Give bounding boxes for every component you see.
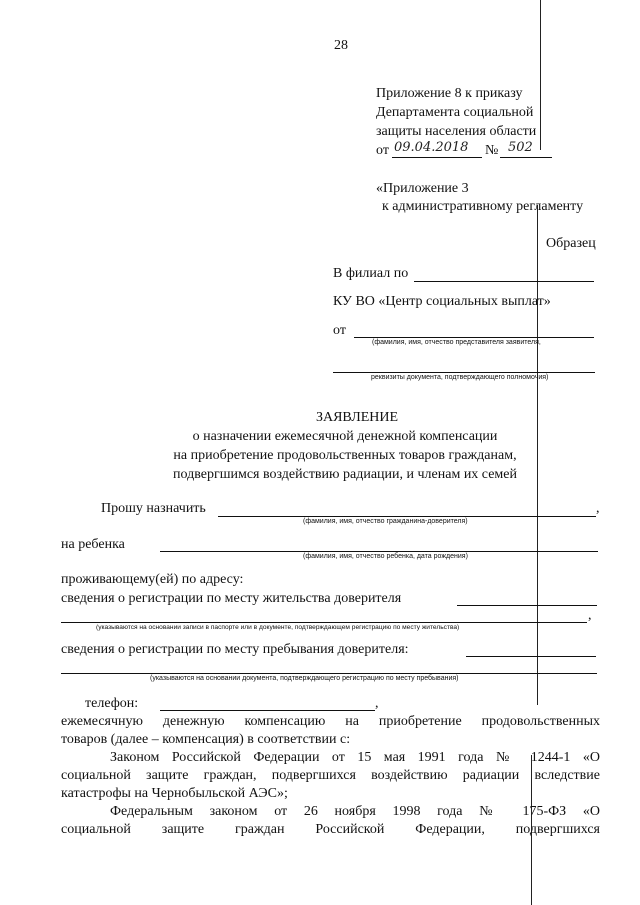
order-number-line [500,157,552,158]
page-number: 28 [334,38,348,53]
residence-registration-field [457,605,597,606]
phone-field [160,710,375,711]
law2-line-1: Федеральным законом от 26 ноября 1998 года № 175-ФЗ «О [110,804,600,819]
to-branch-label: В филиал по [333,266,409,281]
representative-field [354,337,594,338]
stay-registration-field [466,656,596,657]
order-date-handwritten: 09.04.2018 [394,140,469,155]
residence-registration-label: сведения о регистрации по месту жительства доверителя [61,591,402,606]
compensation-paragraph-line-1: ежемесячную денежную компенсацию на приобретение продовольственных [61,714,600,729]
order-number-handwritten: 502 [508,140,533,155]
request-comma: , [596,501,600,516]
representative-caption: (фамилия, имя, отчество представителя заявителя, [372,339,541,346]
appendix3-line-2: к административному регламенту [382,199,584,214]
from-label: от [333,323,346,338]
statement-subtitle-2: на приобретение продовольственных товаров гражданам, [173,448,517,463]
law1-line-3: катастрофы на Чернобыльской АЭС»; [61,786,288,801]
trustor-name-field [218,516,596,517]
document-caption: реквизиты документа, подтверждающего полномочия) [371,374,549,381]
stay-registration-caption: (указываются на основании документа, подтверждающего регистрацию по месту пребывания) [150,675,459,682]
phone-comma: , [375,696,379,711]
stay-registration-field-2 [61,673,597,674]
trustor-name-caption: (фамилия, имя, отчество гражданина-доверителя) [303,518,468,525]
order-from-label: от [376,143,389,158]
organization-name: КУ ВО «Центр социальных выплат» [333,294,551,309]
scan-line-top [540,0,541,150]
sample-label: Образец [546,236,596,251]
appendix-line-3: защиты населения области [376,124,537,139]
appendix3-line-1: «Приложение 3 [376,181,469,196]
residence-registration-caption: (указываются на основании записи в паспорте или в документе, подтверждающем регистрацию по месту жительства) [96,624,460,631]
child-name-caption: (фамилия, имя, отчество ребенка, дата рождения) [303,553,468,560]
law2-line-2: социальной защите граждан Российской Федерации, подвергшихся [61,822,600,837]
compensation-paragraph-line-2: товаров (далее – компенсация) в соответствии с: [61,732,351,747]
statement-subtitle-1: о назначении ежемесячной денежной компенсации [192,429,498,444]
stay-registration-label: сведения о регистрации по месту пребывания доверителя: [61,642,409,657]
law1-line-2: социальной защите граждан, подвергшихся воздействию радиации вследствие [61,768,600,783]
document-field [333,372,595,373]
request-label: Прошу назначить [101,501,206,516]
phone-label: телефон: [85,696,139,711]
residence-registration-field-2 [61,622,587,623]
child-label: на ребенка [61,537,125,552]
appendix-line-1: Приложение 8 к приказу [376,86,523,101]
order-number-label: № [485,143,499,158]
child-name-field [160,551,598,552]
law1-line-1: Законом Российской Федерации от 15 мая 1991 года № 1244-1 «О [110,750,600,765]
branch-field [414,281,594,282]
appendix-line-2: Департамента социальной [376,105,534,120]
statement-title: ЗАЯВЛЕНИЕ [315,410,399,425]
order-date-line [392,157,482,158]
address-label: проживающему(ей) по адресу: [61,572,244,587]
statement-subtitle-3: подвергшимся воздействию радиации, и членам их семей [173,467,517,482]
residence-registration-comma: , [588,608,592,623]
